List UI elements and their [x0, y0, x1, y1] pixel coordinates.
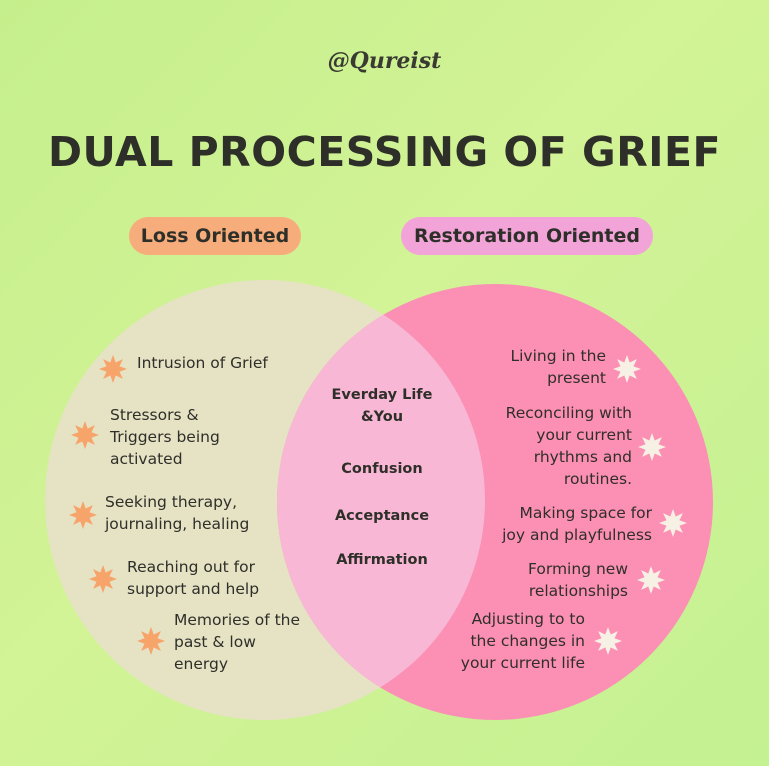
overlap-item-confusion: Confusion	[341, 461, 423, 477]
eight-point-star-icon	[637, 432, 667, 462]
loss-oriented-label: Loss Oriented	[129, 217, 301, 255]
brand-handle: @Qureist	[327, 48, 442, 74]
eight-point-star-icon	[136, 626, 166, 656]
loss-item-reaching-out: Reaching out for support and help	[127, 558, 260, 598]
restoration-item-relationships: Forming new relationships	[528, 560, 628, 600]
restoration-oriented-label: Restoration Oriented	[401, 217, 653, 255]
eight-point-star-icon	[98, 354, 128, 384]
overlap-item-acceptance: Acceptance	[334, 508, 430, 524]
restoration-item-joy: Making space for joy and playfulness	[502, 504, 652, 544]
eight-point-star-icon	[68, 500, 98, 530]
eight-point-star-icon	[612, 354, 642, 384]
eight-point-star-icon	[70, 420, 100, 450]
eight-point-star-icon	[658, 508, 688, 538]
restoration-item-reconciling: Reconciling with your current rhythms and routines.	[505, 404, 632, 488]
loss-item-memories: Memories of the past & low energy	[174, 611, 301, 673]
overlap-item-everyday-life: Everday Life &You	[331, 387, 433, 425]
loss-item-intrusion: Intrusion of Grief	[137, 354, 268, 372]
eight-point-star-icon	[636, 565, 666, 595]
eight-point-star-icon	[593, 626, 623, 656]
loss-item-therapy: Seeking therapy, journaling, healing	[105, 493, 250, 533]
restoration-item-adjusting: Adjusting to to the changes in your current life	[460, 610, 585, 672]
loss-item-stressors: Stressors & Triggers being activated	[110, 406, 220, 468]
restoration-item-living-present: Living in the present	[510, 347, 606, 387]
eight-point-star-icon	[88, 564, 118, 594]
page-title: DUAL PROCESSING OF GRIEF	[47, 128, 722, 176]
overlap-item-affirmation: Affirmation	[336, 552, 428, 568]
